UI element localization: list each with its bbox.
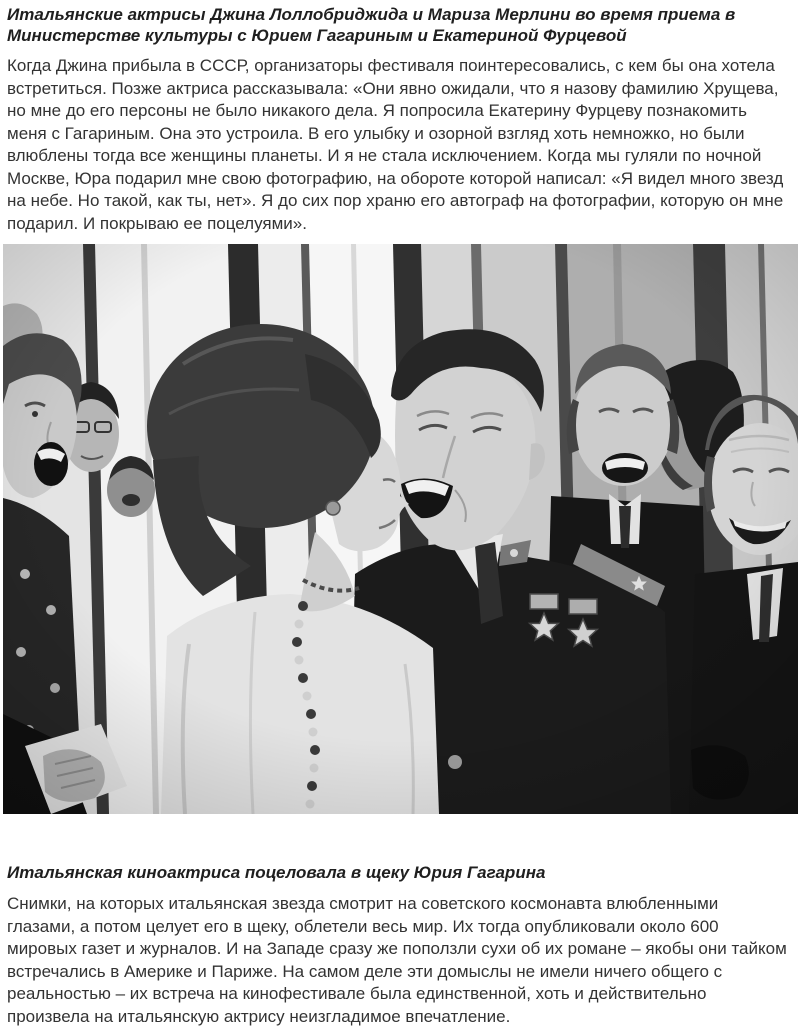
- photo-caption-top: Итальянские актрисы Джина Лоллобриджида и Мариза Мерлини во время приема в Министерстве культуры с Юрием Гагариным и Екатериной Фурцевой: [7, 5, 736, 45]
- paragraph-2: Снимки, на которых итальянская звезда смотрит на советского космонавта влюбленными глазами, а потом целует его в щеку, облетели весь мир. Их тогда опубликовали около 600 мировых газет и журналов. И на Западе сразу же поползли сухи об их романе – якобы они тайком встречались в Америке и Париже. На самом деле эти домыслы не имели ничего общего с реальностью – их встреча на кинофестивале была единственной, хоть и действительно произвела на итальянскую актрису неизгладимое впечатление.: [7, 894, 787, 1026]
- photo-vignette: [3, 244, 798, 814]
- photo-caption-bottom: Итальянская киноактриса поцеловала в щеку Юрия Гагарина: [7, 863, 546, 882]
- photo-illustration: [3, 244, 798, 814]
- paragraph-1: Когда Джина прибыла в СССР, организаторы фестиваля поинтересовались, с кем бы она хотела встретиться. Позже актриса рассказывала: «Они явно ожидали, что я назову фамилию Хрущева, но мне до его персоны не было никакого дела. Я попросила Екатерину Фурцеву познакомить меня с Гагариным. Она это устроила. В его улыбку и озорной взгляд хоть немножко, но были влюблены тогда все женщины планеты. И я не стала исключением. Когда мы гуляли по ночной Москве, Юра подарил мне свою фотографию, на обороте которой написал: «Я видел много звезд на небе. Но такой, как ты, нет». Я до сих пор храню его автограф на фотографии, которую он мне подарил. И покрываю ее поцелуями».: [7, 56, 784, 233]
- article-photo: [3, 244, 798, 814]
